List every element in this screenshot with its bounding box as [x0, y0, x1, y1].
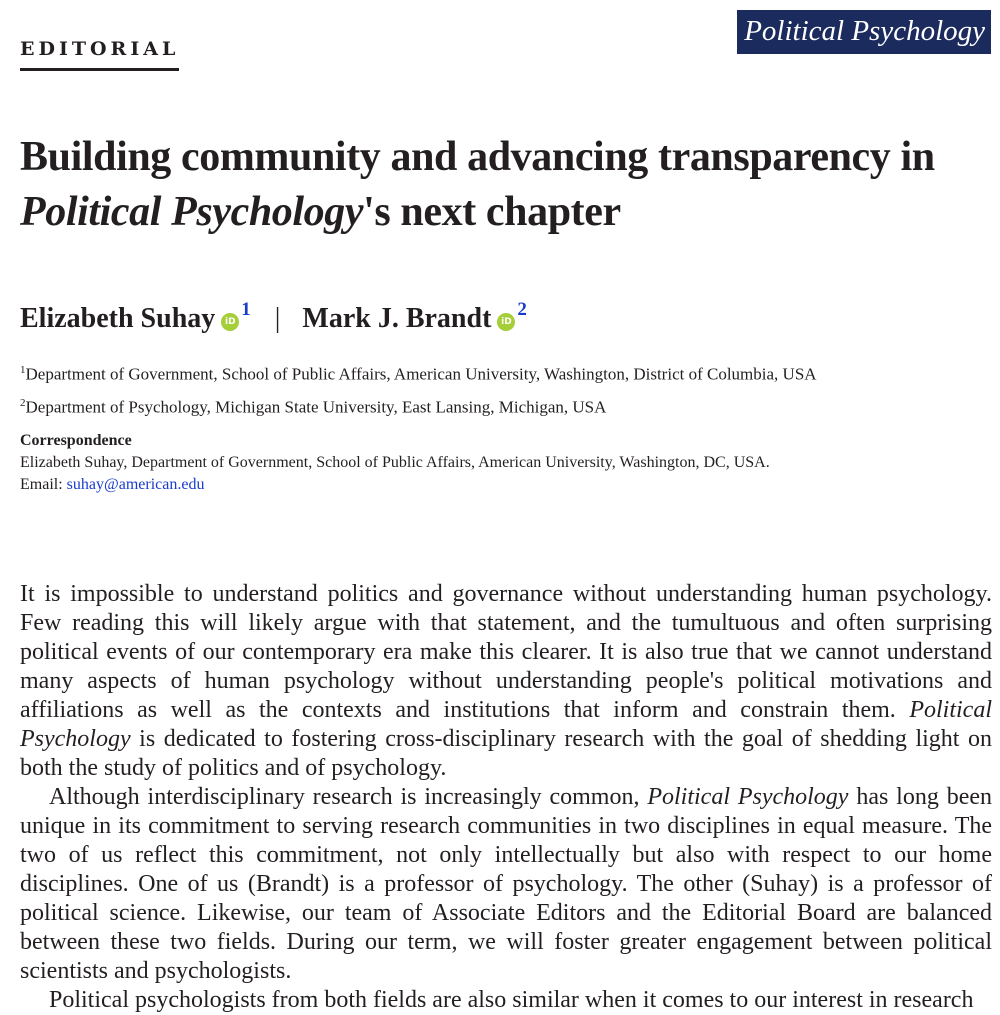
- correspondence-heading: Correspondence: [20, 432, 132, 449]
- affiliation-number: 1: [20, 364, 26, 376]
- affiliation-link[interactable]: 1: [241, 299, 251, 320]
- correspondence-block: [20, 430, 770, 496]
- affiliation-list: [20, 356, 817, 421]
- paragraph-text: It is impossible to understand politics and governance without understanding human psychology. Few reading this will likely argue with that statement, and the tumultuous and often surprising political events of our contemporary era make this clearer. It is also true that we cannot understand many aspects of human psychology without understanding people's political motivations and affiliations as well as the contexts and institutions that inform and constrain them.: [20, 581, 992, 723]
- title-text: Building community and advancing transparency in: [20, 134, 935, 180]
- paragraph-text: Although interdisciplinary research is increasingly common,: [49, 784, 648, 810]
- body-paragraph: [20, 580, 992, 783]
- orcid-icon[interactable]: iD: [497, 313, 515, 331]
- author-name[interactable]: Mark J. Brandt: [302, 303, 492, 334]
- paragraph-text: Political psychologists from both fields are also similar when it comes to our interest in research: [49, 987, 974, 1013]
- paragraph-text: has long been unique in its commitment to serving research communities in two disciplines in equal measure. The two of us reflect this commitment, not only intellectually but also with respect to our home disciplines. One of us (Brandt) is a professor of psychology. The other (Suhay) is a professor of political science. Likewise, our team of Associate Editors and the Editorial Board are balanced between these two fields. During our term, we will foster greater engagement between political scientists and psychologists.: [20, 784, 993, 984]
- journal-logo[interactable]: Political Psychology: [737, 10, 991, 54]
- affiliation-text: Department of Government, School of Public Affairs, American University, Washington, District of Columbia, USA: [25, 364, 817, 384]
- author-separator: |: [274, 303, 281, 334]
- paragraph-text: is dedicated to fostering cross-disciplinary research with the goal of shedding light on both the study of politics and of psychology.: [20, 726, 992, 781]
- journal-name-italic: Political Psychology: [20, 697, 992, 752]
- article-body: [20, 580, 992, 1015]
- affiliation-link[interactable]: 2: [517, 299, 527, 320]
- journal-name-italic: Political Psychology: [647, 784, 849, 810]
- author-name[interactable]: Elizabeth Suhay: [20, 303, 216, 334]
- affiliation-text: Department of Psychology, Michigan State University, East Lansing, Michigan, USA: [25, 397, 607, 417]
- correspondence-email-line: [20, 474, 770, 496]
- orcid-icon[interactable]: iD: [221, 313, 239, 331]
- body-paragraph: [20, 986, 992, 1015]
- body-paragraph: [20, 783, 992, 986]
- affiliation-item: [20, 389, 817, 422]
- article-title: [20, 130, 980, 240]
- title-journal-name: Political Psychology: [20, 189, 364, 235]
- section-label: EDITORIAL: [20, 38, 179, 71]
- email-link[interactable]: suhay@american.edu: [66, 476, 205, 493]
- affiliation-number: 2: [20, 396, 26, 409]
- email-label: Email:: [20, 476, 67, 493]
- affiliation-item: [20, 356, 817, 389]
- title-text-end: 's next chapter: [363, 189, 621, 235]
- author-list: [20, 290, 527, 339]
- correspondence-address: Elizabeth Suhay, Department of Government, School of Public Affairs, American University, Washington, DC, USA.: [20, 454, 770, 471]
